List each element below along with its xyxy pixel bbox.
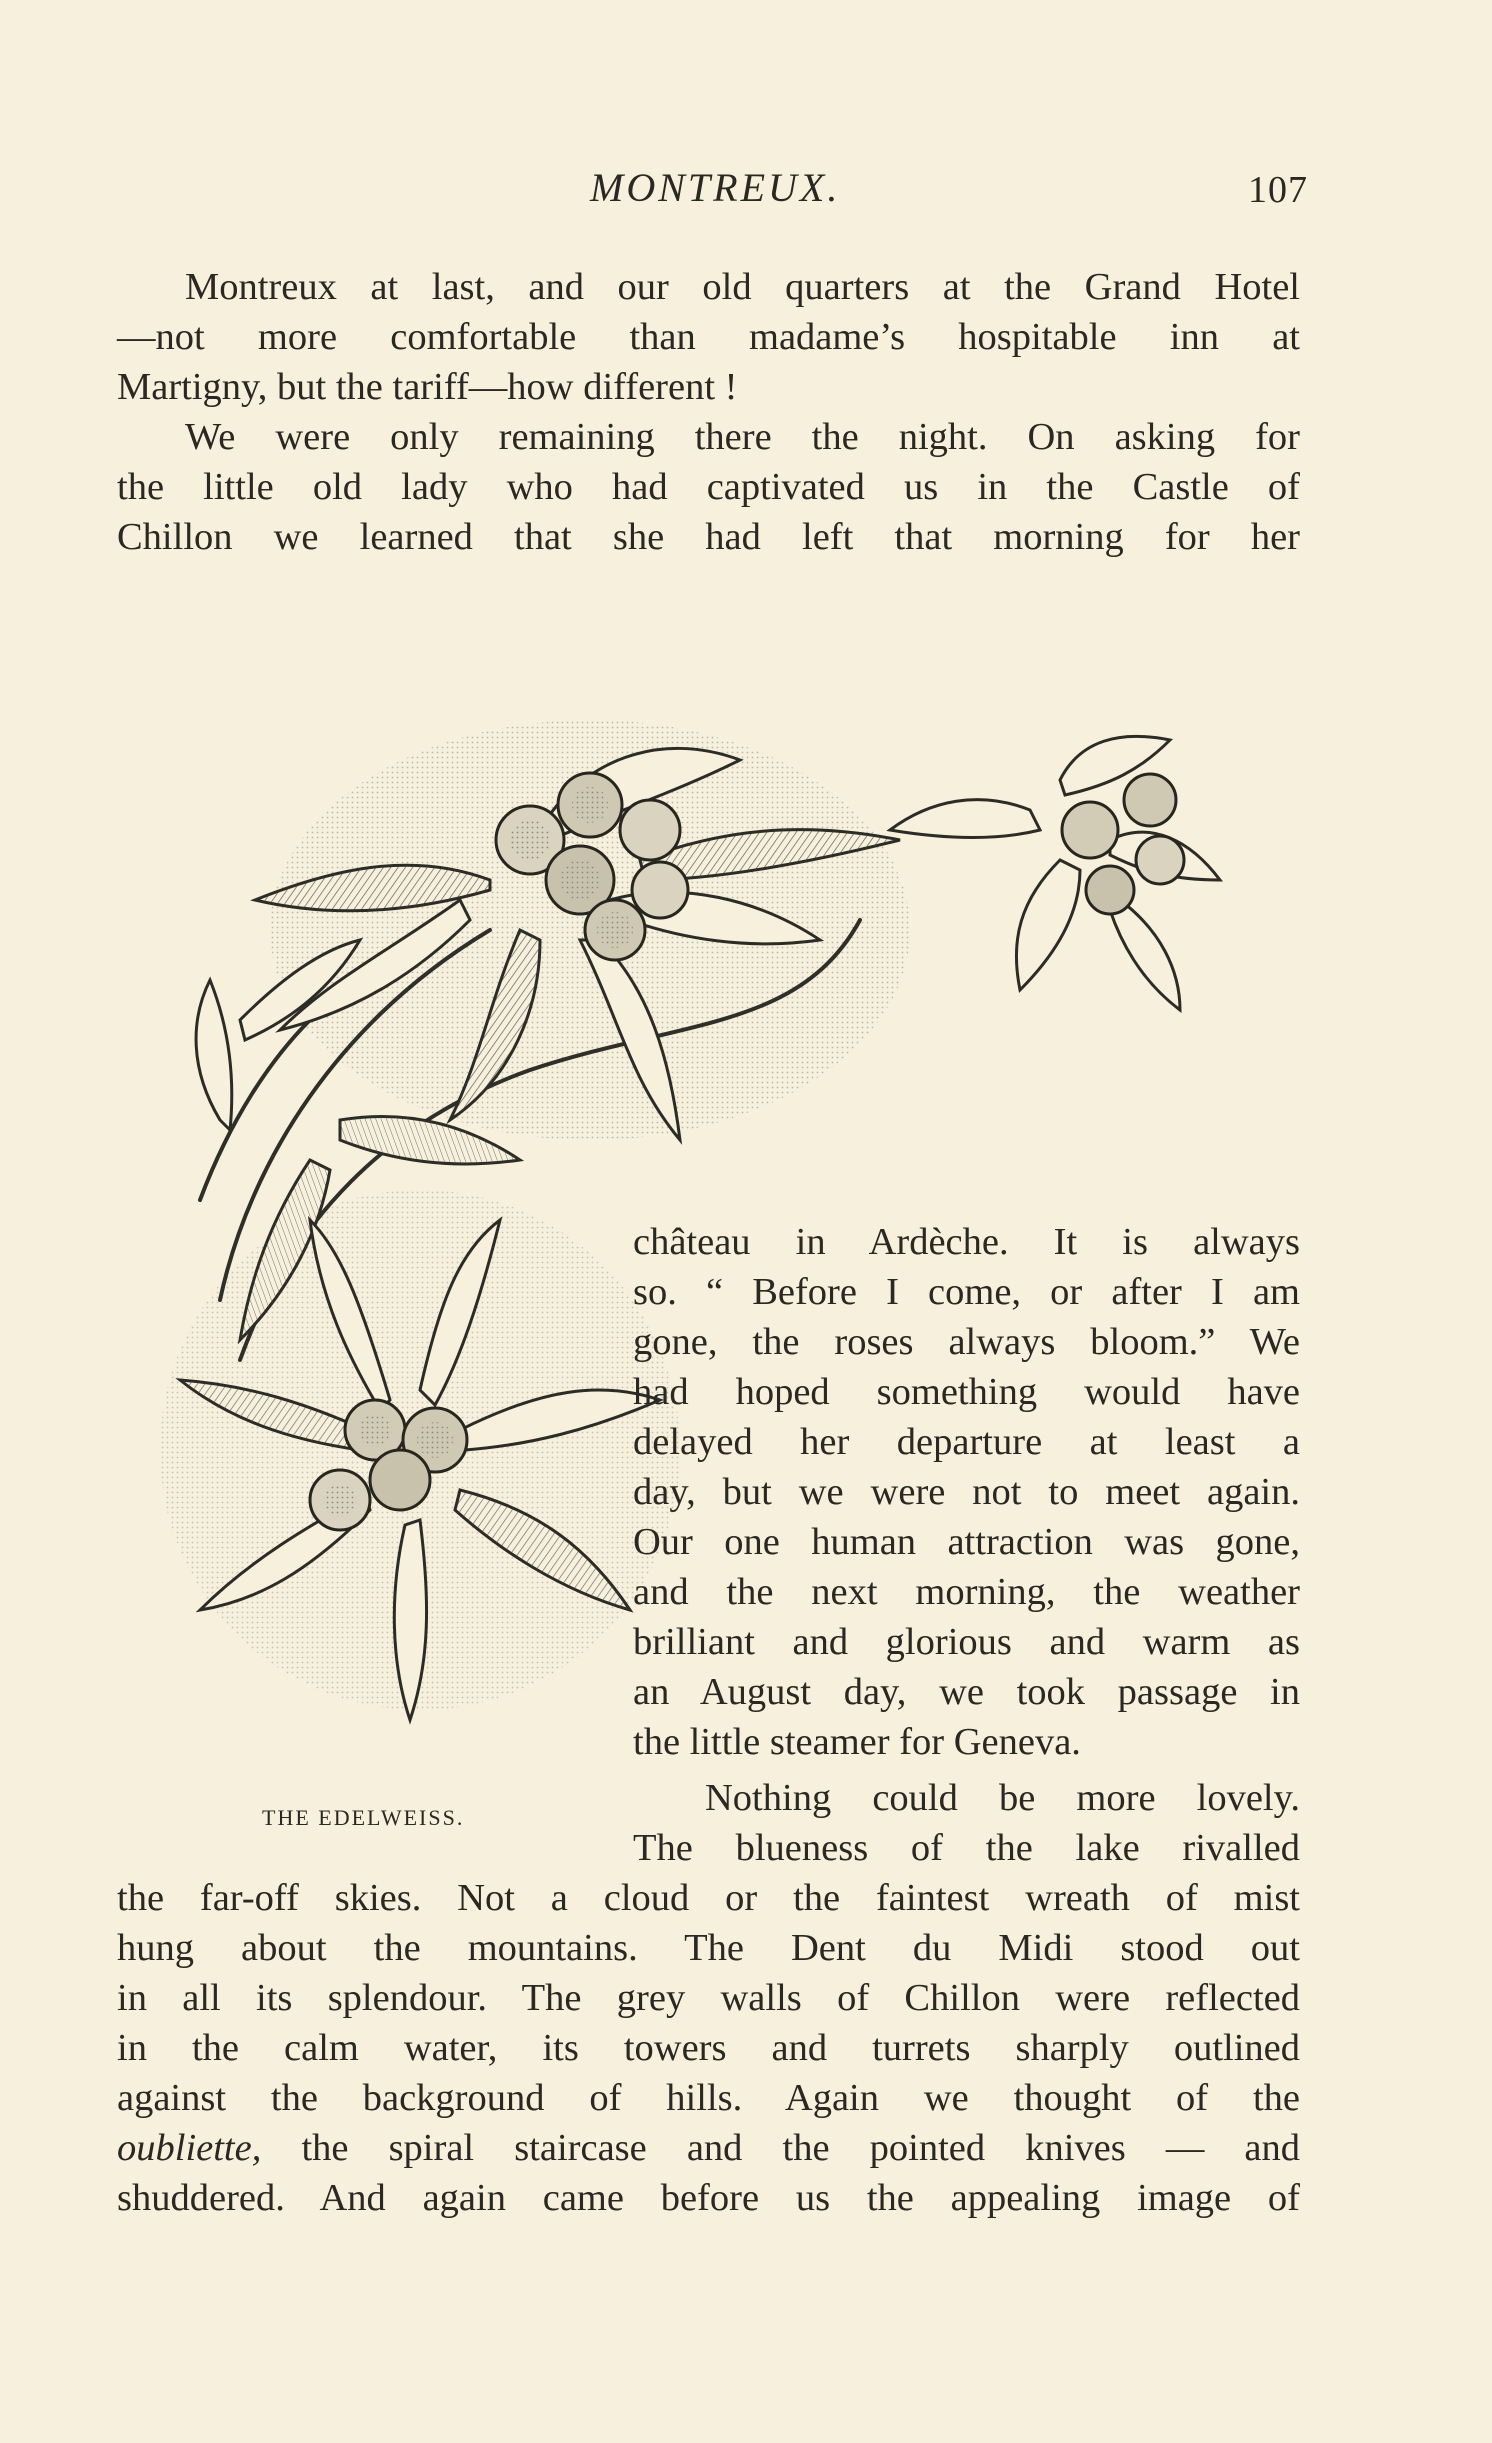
running-title: MONTREUX. xyxy=(590,165,841,210)
body-line: —not more comfortable than madame’s hospitable inn at xyxy=(117,316,1300,358)
body-line: Montreux at last, and our old quarters at the Grand Hotel xyxy=(185,266,1300,308)
body-line: château in Ardèche. It is always xyxy=(633,1221,1300,1263)
body-line: and the next morning, the weather xyxy=(633,1571,1300,1613)
body-line: delayed her departure at least a xyxy=(633,1421,1300,1463)
illustration-caption: THE EDELWEISS. xyxy=(262,1805,465,1830)
page-number: 107 xyxy=(1248,169,1308,211)
body-line: an August day, we took passage in xyxy=(633,1671,1300,1713)
body-line: gone, the roses always bloom.” We xyxy=(633,1321,1300,1363)
body-line: We were only remaining there the night. On asking for xyxy=(185,416,1300,458)
body-line: the little old lady who had captivated us in the Castle of xyxy=(117,466,1300,508)
body-line: Chillon we learned that she had left that morning for her xyxy=(117,516,1300,558)
body-line: shuddered. And again came before us the appealing image of xyxy=(117,2177,1300,2219)
body-line: brilliant and glorious and warm as xyxy=(633,1621,1300,1663)
body-line: the little steamer for Geneva. xyxy=(633,1721,1081,1763)
body-line xyxy=(117,2123,1300,2173)
body-line: The blueness of the lake rivalled xyxy=(633,1827,1300,1869)
body-line: so. “ Before I come, or after I am xyxy=(633,1271,1300,1313)
body-line: Our one human attraction was gone, xyxy=(633,1521,1300,1563)
page-header xyxy=(0,158,1492,218)
body-line: in the calm water, its towers and turrets sharply outlined xyxy=(117,2027,1300,2069)
body-line: against the background of hills. Again we thought of the xyxy=(117,2077,1300,2119)
body-line: in all its splendour. The grey walls of Chillon were reflected xyxy=(117,1977,1300,2019)
body-line: hung about the mountains. The Dent du Midi stood out xyxy=(117,1927,1300,1969)
italic-word: oubliette, xyxy=(117,2127,262,2169)
body-line: the far-off skies. Not a cloud or the faintest wreath of mist xyxy=(117,1877,1300,1919)
body-line: Nothing could be more lovely. xyxy=(705,1777,1300,1819)
body-line: day, but we were not to meet again. xyxy=(633,1471,1300,1513)
line-remainder: the spiral staircase and the pointed knives — and xyxy=(261,2127,1300,2169)
body-line: Martigny, but the tariff—how different ! xyxy=(117,366,738,408)
body-line: had hoped something would have xyxy=(633,1371,1300,1413)
